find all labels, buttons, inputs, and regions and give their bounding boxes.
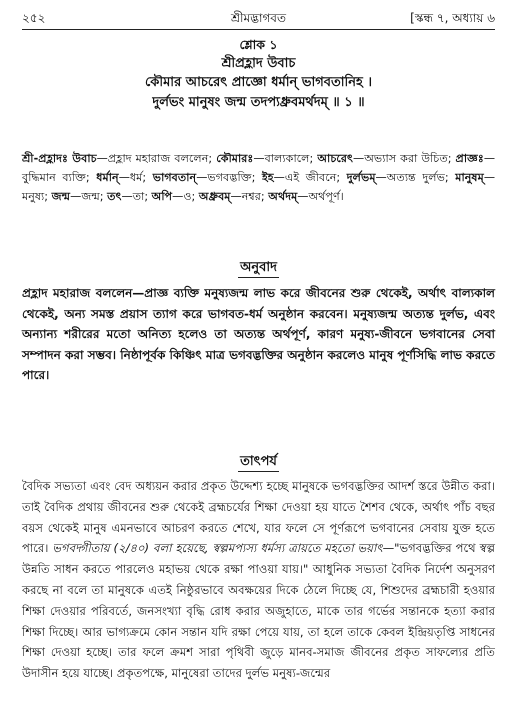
- synonym-entry: তৎ—তা;: [107, 190, 152, 203]
- verse-line-2: দুর্লভং মানুষং জন্ম তদপ্যধ্রুবমর্থদম্ ॥ ১ ॥: [152, 95, 365, 110]
- page-number: ২৫২: [22, 11, 46, 25]
- synonym-entry: শ্রী-প্রহ্লাদঃ উবাচ—প্রহ্লাদ মহারাজ বললেন;: [22, 152, 217, 165]
- purport-heading: তাৎপর্য: [0, 452, 517, 473]
- verse-line-1: কৌমার আচরেৎ প্রাজ্ঞো ধর্মান্ ভাগবতানিহ ।: [145, 75, 372, 90]
- synonym-entry: জন্ম—জন্ম;: [51, 190, 108, 203]
- synonym-entry: ধর্মান্—ধর্ম;: [96, 171, 153, 184]
- synonym-entry: প্রাজ্ঞঃ—বুদ্ধিমান ব্যক্তি;: [22, 152, 495, 184]
- synonym-entry: অর্থদম্—অর্থপূর্ণ।: [268, 190, 344, 203]
- verse-speaker: শ্রীপ্রহ্লাদ উবাচ: [221, 56, 296, 71]
- gita-reference: ভগবদ্গীতায় (২/৪০) বলা হয়েছে, স্বল্পমপ্যস্য ধর্মস্য ত্রায়তে মহতো ভয়াৎ: [52, 541, 383, 556]
- synonym-entry: আচরেৎ—অভ্যাস করা উচিত;: [317, 152, 456, 165]
- sloka-label: শ্লোক ১: [239, 37, 278, 52]
- verse-block: [22, 36, 495, 113]
- synonym-entry: ভাগবতান্—ভগবদ্ভক্তি;: [152, 171, 262, 184]
- synonym-entry: ইহ—এই জীবনে;: [261, 171, 347, 184]
- purport-text: [22, 476, 495, 684]
- book-title: শ্রীমদ্ভাগবত: [230, 11, 286, 25]
- translation-heading: অনুবাদ: [0, 258, 517, 279]
- header-divider: [22, 29, 495, 30]
- synonyms-paragraph: [22, 149, 495, 206]
- running-header: [22, 8, 495, 30]
- synonym-entry: মানুষম্—মনুষ্য;: [22, 171, 495, 203]
- purport-part-2: —"ভগবদ্ভক্তির পথে স্বল্প উন্নতি সাধন করতে পারলেও মহাভয় থেকে রক্ষা পাওয়া যায়।" আধুনিক সভ্যতা বৈদিক নির্দেশ অনুসরণ করছে না বলে তা মানুষকে এতই নিষ্ঠুরভাবে অবক্ষয়ের দিকে ঠেলে দিচ্ছে যে, শিশুদের ব্রহ্মচারী হওয়ার শিক্ষা দেওয়ার পরিবর্তে, জনসংখ্যা বৃদ্ধি রোধ করার অজুহাতে, মাকে তার গর্ভের সন্তানকে হত্যা করার শিক্ষা দিচ্ছে। আর ভাগ্যক্রমে কোন সন্তান যদি রক্ষা পেয়ে যায়, তা হলে তাকে কেবল ইন্দ্রিয়তৃপ্তি সাধনের শিক্ষা দেওয়া হচ্ছে। তার ফলে ক্রমশ সারা পৃথিবী জুড়ে মানব-সমাজ জীবনের প্রকৃত সাফল্যের প্রতি উদাসীন হয়ে যাচ্ছে। প্রকৃতপক্ষে, মানুষেরা তাদের দুর্লভ মনুষ্য-জন্মের: [22, 541, 495, 681]
- synonym-entry: অধ্রুবম্—নশ্বর;: [198, 190, 269, 203]
- synonym-entry: দুর্লভম্—অত্যন্ত দুর্লভ;: [346, 171, 456, 184]
- translation-text: প্রহ্লাদ মহারাজ বললেন—প্রাজ্ঞ ব্যক্তি মনুষ্যজন্ম লাভ করে জীবনের শুরু থেকেই, অর্থাৎ বাল্যকাল থেকেই, অন্য সমস্ত প্রয়াস ত্যাগ করে ভাগবত-ধর্ম অনুষ্ঠান করবেন। মনুষ্যজন্ম অত্যন্ত দুর্লভ, এবং অন্যান্য শরীরের মতো অনিত্য হলেও তা অত্যন্ত অর্থপূর্ণ, কারণ মনুষ্য-জীবনে ভগবানের সেবা সম্পাদন করা সম্ভব। নিষ্ঠাপূর্বক কিঞ্চিৎ মাত্র ভগবদ্ভক্তির অনুষ্ঠান করলেও মানুষ পূর্ণসিদ্ধি লাভ করতে পারে।: [22, 286, 495, 382]
- purport-part-1: বৈদিক সভ্যতা এবং বেদ অধ্যয়ন করার প্রকৃত উদ্দেশ্য হচ্ছে মানুষকে ভগবদ্ভক্তির আদর্শ স্তরে উন্নীত করা। তাই বৈদিক প্রথায় জীবনের শুরু থেকেই ব্রহ্মচর্যের শিক্ষা দেওয়া হয় যাতে শৈশব থেকে, অর্থাৎ পাঁচ বছর বয়স থেকেই মানুষ এমনভাবে আচরণ করতে শেখে, যার ফলে সে পূর্ণরূপে ভগবানের সেবায় যুক্ত হতে পারে।: [22, 479, 495, 556]
- synonym-entry: অপি—ও;: [151, 190, 199, 203]
- chapter-reference: [স্কন্ধ ৭, অধ্যায় ৬: [410, 11, 495, 25]
- synonym-entry: কৌমারঃ—বাল্যকালে;: [216, 152, 318, 165]
